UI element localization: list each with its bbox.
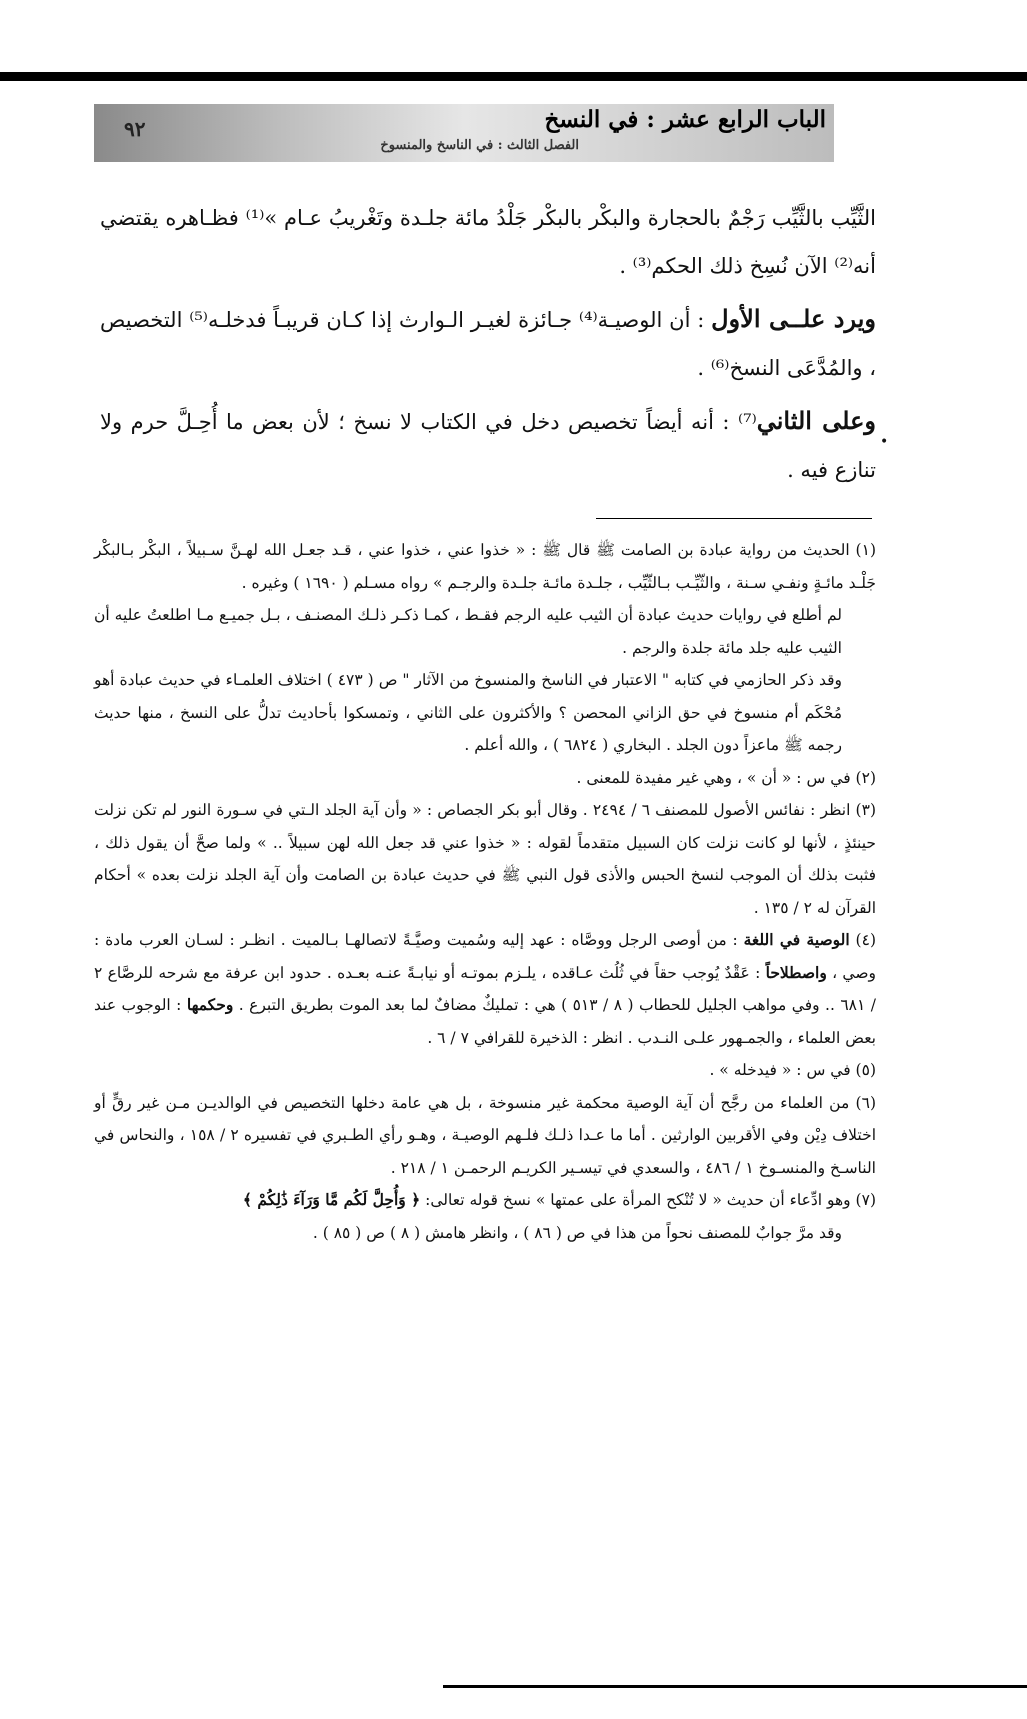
footnote-4-number: (٤) — [849, 931, 876, 949]
footnote-2: (٢) في س : « أن » ، وهي غير مفيدة للمعنى . — [576, 768, 876, 787]
chapter-title: الباب الرابع عشر : في النسخ — [544, 106, 826, 133]
footnote-4-text-1: : من أوصى الرجل ووصَّاه : عهد إليه وسُميت وصيَّـةً لاتصالهـا بـالميت . انظـر : لسـان العرب مادة : وصي ، — [94, 931, 876, 982]
footnote-1-note: لم أطلع في روايات حديث عبادة أن الثيب عليه الرجم فقـط ، كمـا ذكـر ذلـك المصنـف ، بـل جميـع مـا اطلعتُ عليه أن الثيب عليه جلد مائة جلدة والرجم . — [94, 606, 842, 657]
footnote-7-text: (٧) وهو ادِّعاء أن حديث « لا تُنْكح المرأة على عمتها » نسخ قوله تعالى: — [420, 1191, 876, 1209]
page-number: ٩٢ — [124, 117, 146, 141]
footnote-7 — [94, 1184, 876, 1217]
footnote-7-verse: ﴿ وَأُحِلَّ لَكُم مَّا وَرَآءَ ذَٰلِكُمْ ﴾ — [242, 1190, 421, 1209]
footnote-5: (٥) في س : « فيدخله » . — [709, 1061, 876, 1079]
paragraph-2-text: : أن الوصيـة⁽⁴⁾ جـائزة لغيـر الـوارث إذا كـان قريبـاً فدخلـه⁽⁵⁾ التخصيص ، والمُدَّعَى النسخ⁽⁶⁾ . — [100, 308, 876, 380]
footnote-4 — [94, 924, 876, 1054]
paragraph-2 — [100, 295, 876, 392]
section-title: الفصل الثالث : في الناسخ والمنسوخ — [380, 138, 579, 153]
footnotes — [94, 534, 876, 1249]
footnote-3: (٣) انظر : نفائس الأصول للمصنف ٦ / ٢٤٩٤ . وقال أبو بكر الجصاص : « وأن آية الجلد الـتي في سـورة النور لم تكن نزلت حينئذٍ ، لأنها لو كانت نزلت كان السبيل متقدماً لقوله : « خذوا عني قد جعل الله لهن سبيلاً .. » ولما صحَّ أن يقول ذلك ، فثبت بذلك أن الموجب لنسخ الحبس والأذى قول النبي ﷺ في حديث عبادة بن الصامت وأن آية الجلد نزلت بعده » أحكام القرآن له ٢ / ١٣٥ . — [94, 801, 876, 917]
footnote-4-text-3: : الوجوب عند بعض العلماء ، والجمـهور علـى النـدب . انظر : الذخيرة للقرافي ٧ / ٦ . — [94, 996, 876, 1047]
top-rule — [0, 72, 1027, 81]
footnote-4-term-istilah: واصطلاحاً — [765, 962, 827, 982]
footnote-4-text-2: : عَقْدٌ يُوجب حقاً في ثُلُث عـاقده ، يلـزم بموتـه أو نيابـةً عنـه بعـده . حدود ابن عرفة مع شرحه للرصَّاع ٢ / ٦٨١ .. وفي مواهب الجليل للحطاب ( ٨ / ٥١٣ ) هي : تمليكٌ مضافٌ لما بعد الموت بطريق التبرع . — [94, 963, 876, 1014]
main-text — [100, 194, 876, 499]
margin-bullet: • — [880, 434, 889, 450]
footnote-4-term-lughah: الوصية في اللغة — [743, 930, 850, 949]
paragraph-3 — [100, 397, 876, 494]
paragraph-3-lead: وعلى الثاني — [756, 406, 876, 435]
footnote-1-note-2: وقد ذكر الحازمي في كتابه " الاعتبار في الناسخ والمنسوخ من الآثار " ص ( ٤٧٣ ) اختلاف العلمـاء في حديث عبادة أهو مُحْكَم أم منسوخ في حق الزاني المحصن ؟ والأكثرون على الثاني ، وتمسكوا بأحاديث تدلُّ على النسخ ، منها حديث رجمه ﷺ ماعزاً دون الجلد . البخاري ( ٦٨٢٤ ) ، والله أعلم . — [94, 671, 842, 754]
paragraph-1: الثَّيِّب بالثَّيِّب رَجْمٌ بالحجارة والبكْر بالبكْر جَلْدُ مائة جلـدة وتَغْريبُ عـام »⁽¹⁾ فظـاهره يقتضي أنه⁽²⁾ الآن نُسِخ ذلك الحكم⁽³⁾ . — [100, 206, 876, 278]
paragraph-3-text: ⁽⁷⁾ : أنه أيضاً تخصيص دخل في الكتاب لا نسخ ؛ لأن بعض ما أُحِـلَّ حرم ولا تنازع فيه . — [100, 410, 876, 482]
paragraph-2-lead: ويرد علــى الأول — [711, 304, 877, 333]
footnote-7-continuation: وقد مرَّ جوابٌ للمصنف نحواً من هذا في ص ( ٨٦ ) ، وانظر هامش ( ٨ ) ص ( ٨٥ ) . — [312, 1223, 842, 1242]
bottom-rule — [443, 1685, 1027, 1688]
running-header — [94, 104, 834, 162]
footnote-separator — [596, 518, 872, 519]
footnote-6: (٦) من العلماء من رجَّح أن آية الوصية محكمة غير منسوخة ، بل هي عامة دخلها التخصيص في الوالديـن مـن غير رقٍّ أو اختلاف دِيْن وفي الأقربين الوارثين . أما ما عـدا ذلـك فلـهم الوصيـة ، وهـو رأي الطـبري في تفسيره ٢ / ١٥٨ ، والنحاس في الناسـخ والمنسـوخ ١ / ٤٨٦ ، والسعدي في تيسـير الكريـم الرحمـن ١ / ٢١٨ . — [94, 1093, 877, 1177]
footnote-4-term-hukm: وحكمها — [186, 995, 234, 1014]
footnote-1: (١) الحديث من رواية عبادة بن الصامت ﷺ قال ﷺ : « خذوا عني ، خذوا عني ، قـد جعـل الله لهـنَّ سـبيلاً ، البكْر بـالبكْر جَلْـد مائـةٍ ونفـي سـنة ، والثّيِّـب بـالثّيِّب ، جلـدة مائـة جلـدة والرجـم » رواه مسـلم ( ١٦٩٠ ) وغيره . — [94, 541, 876, 592]
